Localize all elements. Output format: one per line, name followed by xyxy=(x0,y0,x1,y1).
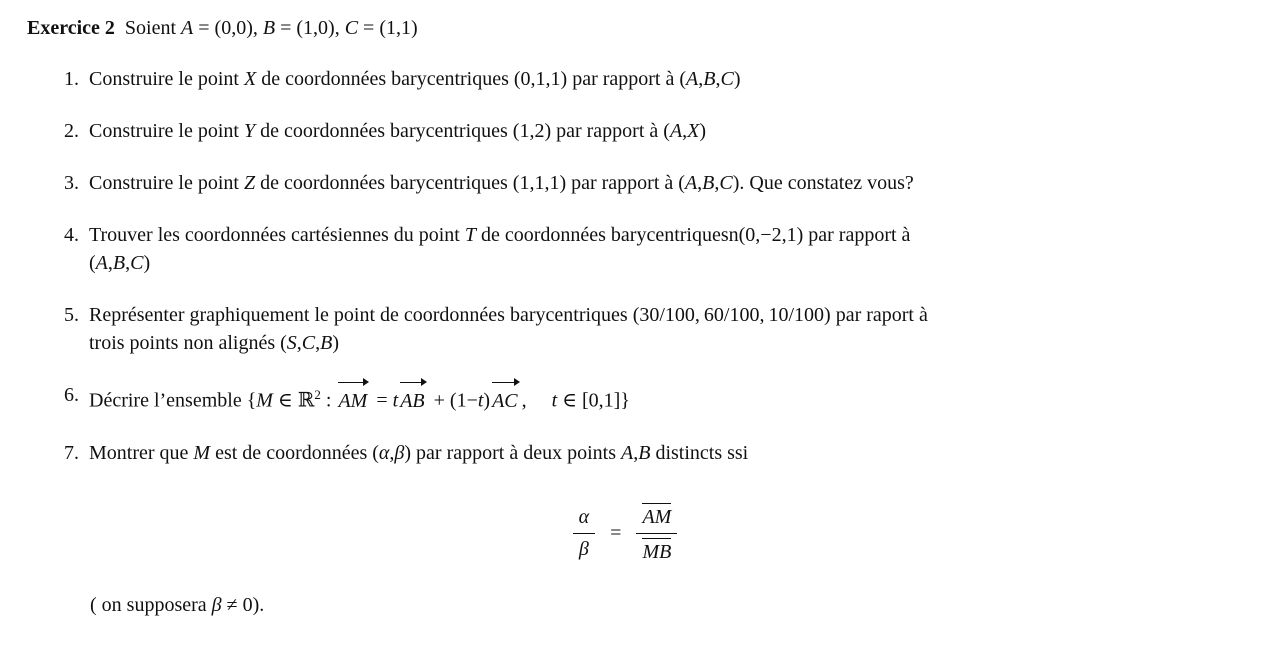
math-symbol: t xyxy=(551,389,558,412)
math-symbol: A xyxy=(95,252,108,274)
text-run: , xyxy=(633,441,639,464)
text-run: ( on supposera xyxy=(90,593,212,616)
text-run: ≠ 0). xyxy=(221,593,265,616)
text-run: ) xyxy=(332,332,339,354)
fraction-alpha-beta xyxy=(573,506,596,561)
math-symbol: C xyxy=(301,332,316,354)
exercise-list xyxy=(27,65,1223,467)
text-run: = xyxy=(371,389,393,412)
text-run: , xyxy=(315,332,321,354)
fraction-AM-MB xyxy=(636,503,677,564)
math-symbol: A xyxy=(669,120,683,142)
assumption-note xyxy=(90,591,1223,619)
math-symbol: B xyxy=(112,252,126,274)
item-text xyxy=(89,221,1169,277)
text-run: , xyxy=(521,389,552,412)
math-symbol: A xyxy=(621,441,634,464)
item-text xyxy=(89,65,1169,93)
text-run: ). Que constatez vous? xyxy=(732,172,914,194)
vector-overarrow-AC: AC xyxy=(491,387,521,415)
bold-label: Exercice 2 xyxy=(27,17,115,39)
text-run: ∈ [0,1]} xyxy=(557,389,630,412)
text-run: Représenter graphiquement le point de coordonnées barycentriques (30/100, 60/100, 10/100) par raport à xyxy=(89,304,928,326)
item-number: 6. xyxy=(64,384,79,406)
math-symbol: X xyxy=(687,120,700,142)
math-symbol: Z xyxy=(243,172,256,194)
math-symbol: B xyxy=(262,17,276,39)
text-run: de coordonnées barycentriques (1,2) par rapport à ( xyxy=(255,120,670,142)
math-symbol: S xyxy=(286,332,297,354)
fraction-numerator-AM xyxy=(636,503,677,534)
math-symbol: A xyxy=(684,172,698,194)
text-run: est de coordonnées ( xyxy=(210,441,379,464)
text-run: ( xyxy=(89,252,96,274)
list-item xyxy=(27,65,1223,93)
math-symbol: t xyxy=(392,389,399,412)
math-symbol: A xyxy=(181,17,194,39)
math-symbol: Y xyxy=(243,120,256,142)
text-run: , xyxy=(697,172,703,194)
text-run: : xyxy=(320,389,337,412)
text-run: , xyxy=(715,68,721,90)
text-run: , xyxy=(389,441,395,464)
item-text xyxy=(89,169,1169,197)
text-run: , xyxy=(682,120,688,142)
item-number: 7. xyxy=(64,441,79,464)
math-symbol: A xyxy=(686,68,699,90)
item-number: 2. xyxy=(64,120,79,142)
text-run: Construire le point xyxy=(89,120,244,142)
text-run: ) par rapport à deux points xyxy=(404,441,621,464)
math-symbol: t xyxy=(477,389,484,412)
math-symbol: C xyxy=(719,172,733,194)
text-run: = (1,1) xyxy=(358,17,418,39)
list-item xyxy=(27,301,1223,357)
list-item xyxy=(27,381,1223,415)
math-symbol: B xyxy=(638,441,651,464)
equals-sign: = xyxy=(610,521,622,544)
text-run: , xyxy=(698,68,704,90)
math-symbol: B xyxy=(703,68,716,90)
list-item xyxy=(27,439,1223,467)
item-number: 3. xyxy=(64,172,79,194)
text-run: , xyxy=(107,252,113,274)
math-symbol: C xyxy=(130,252,144,274)
text-run: ∈ ℝ xyxy=(272,389,315,412)
text-run: ) xyxy=(483,389,491,412)
item-text xyxy=(89,381,1169,415)
text-run: distincts ssi xyxy=(650,441,749,464)
vector-overarrow-AB: AB xyxy=(399,387,427,415)
text-run: Soient xyxy=(114,17,182,39)
text-run: = (0,0), xyxy=(193,17,263,39)
math-symbol: C xyxy=(344,17,359,39)
item-number: 1. xyxy=(64,68,79,90)
overline-AM: AM xyxy=(642,503,671,529)
overline-MB: MB xyxy=(642,538,671,564)
text-run: ) xyxy=(733,68,741,90)
text-run: Construire le point xyxy=(89,68,244,90)
math-symbol: X xyxy=(243,68,257,90)
text-run: , xyxy=(714,172,720,194)
math-symbol: β xyxy=(394,441,405,464)
exercise-header xyxy=(27,14,1223,42)
list-item xyxy=(27,117,1223,145)
text-run: Construire le point xyxy=(89,172,244,194)
math-symbol: C xyxy=(720,68,734,90)
item-text xyxy=(89,117,1169,145)
list-item xyxy=(27,221,1223,277)
text-run: de coordonnées barycentriques (0,1,1) par rapport à ( xyxy=(256,68,687,90)
equation-display xyxy=(27,503,1223,564)
fraction-numerator-alpha: α xyxy=(573,506,596,534)
text-run: 2 xyxy=(314,387,321,402)
math-symbol: M xyxy=(193,441,211,464)
math-symbol: β xyxy=(211,593,222,616)
text-run: Montrer que xyxy=(89,441,194,464)
item-text xyxy=(89,439,1169,467)
text-run: ) xyxy=(699,120,707,142)
math-symbol: α xyxy=(378,441,390,464)
item-number: 4. xyxy=(64,224,79,246)
item-text xyxy=(89,301,1169,357)
text-run: de coordonnées barycentriques (1,1,1) par rapport à ( xyxy=(255,172,685,194)
fraction-denominator-beta: β xyxy=(578,537,589,560)
fraction-denominator-MB xyxy=(636,534,677,564)
math-symbol: B xyxy=(320,332,333,354)
text-run: trois points non alignés ( xyxy=(89,332,287,354)
list-item xyxy=(27,169,1223,197)
text-run: + (1− xyxy=(428,389,478,412)
text-run: = (1,0), xyxy=(275,17,345,39)
text-run: de coordonnées barycentriquesn(0,−2,1) par rapport à xyxy=(475,224,911,246)
text-run: Trouver les coordonnées cartésiennes du point xyxy=(89,224,465,246)
text-run: ) xyxy=(143,252,151,274)
item-number: 5. xyxy=(64,304,79,326)
math-symbol: B xyxy=(702,172,715,194)
math-symbol: T xyxy=(464,224,476,246)
text-run: Décrire l’ensemble { xyxy=(89,389,257,412)
vector-overarrow-AM: AM xyxy=(337,387,370,415)
math-symbol: M xyxy=(256,389,273,412)
text-run: , xyxy=(125,252,131,274)
text-run: , xyxy=(296,332,302,354)
